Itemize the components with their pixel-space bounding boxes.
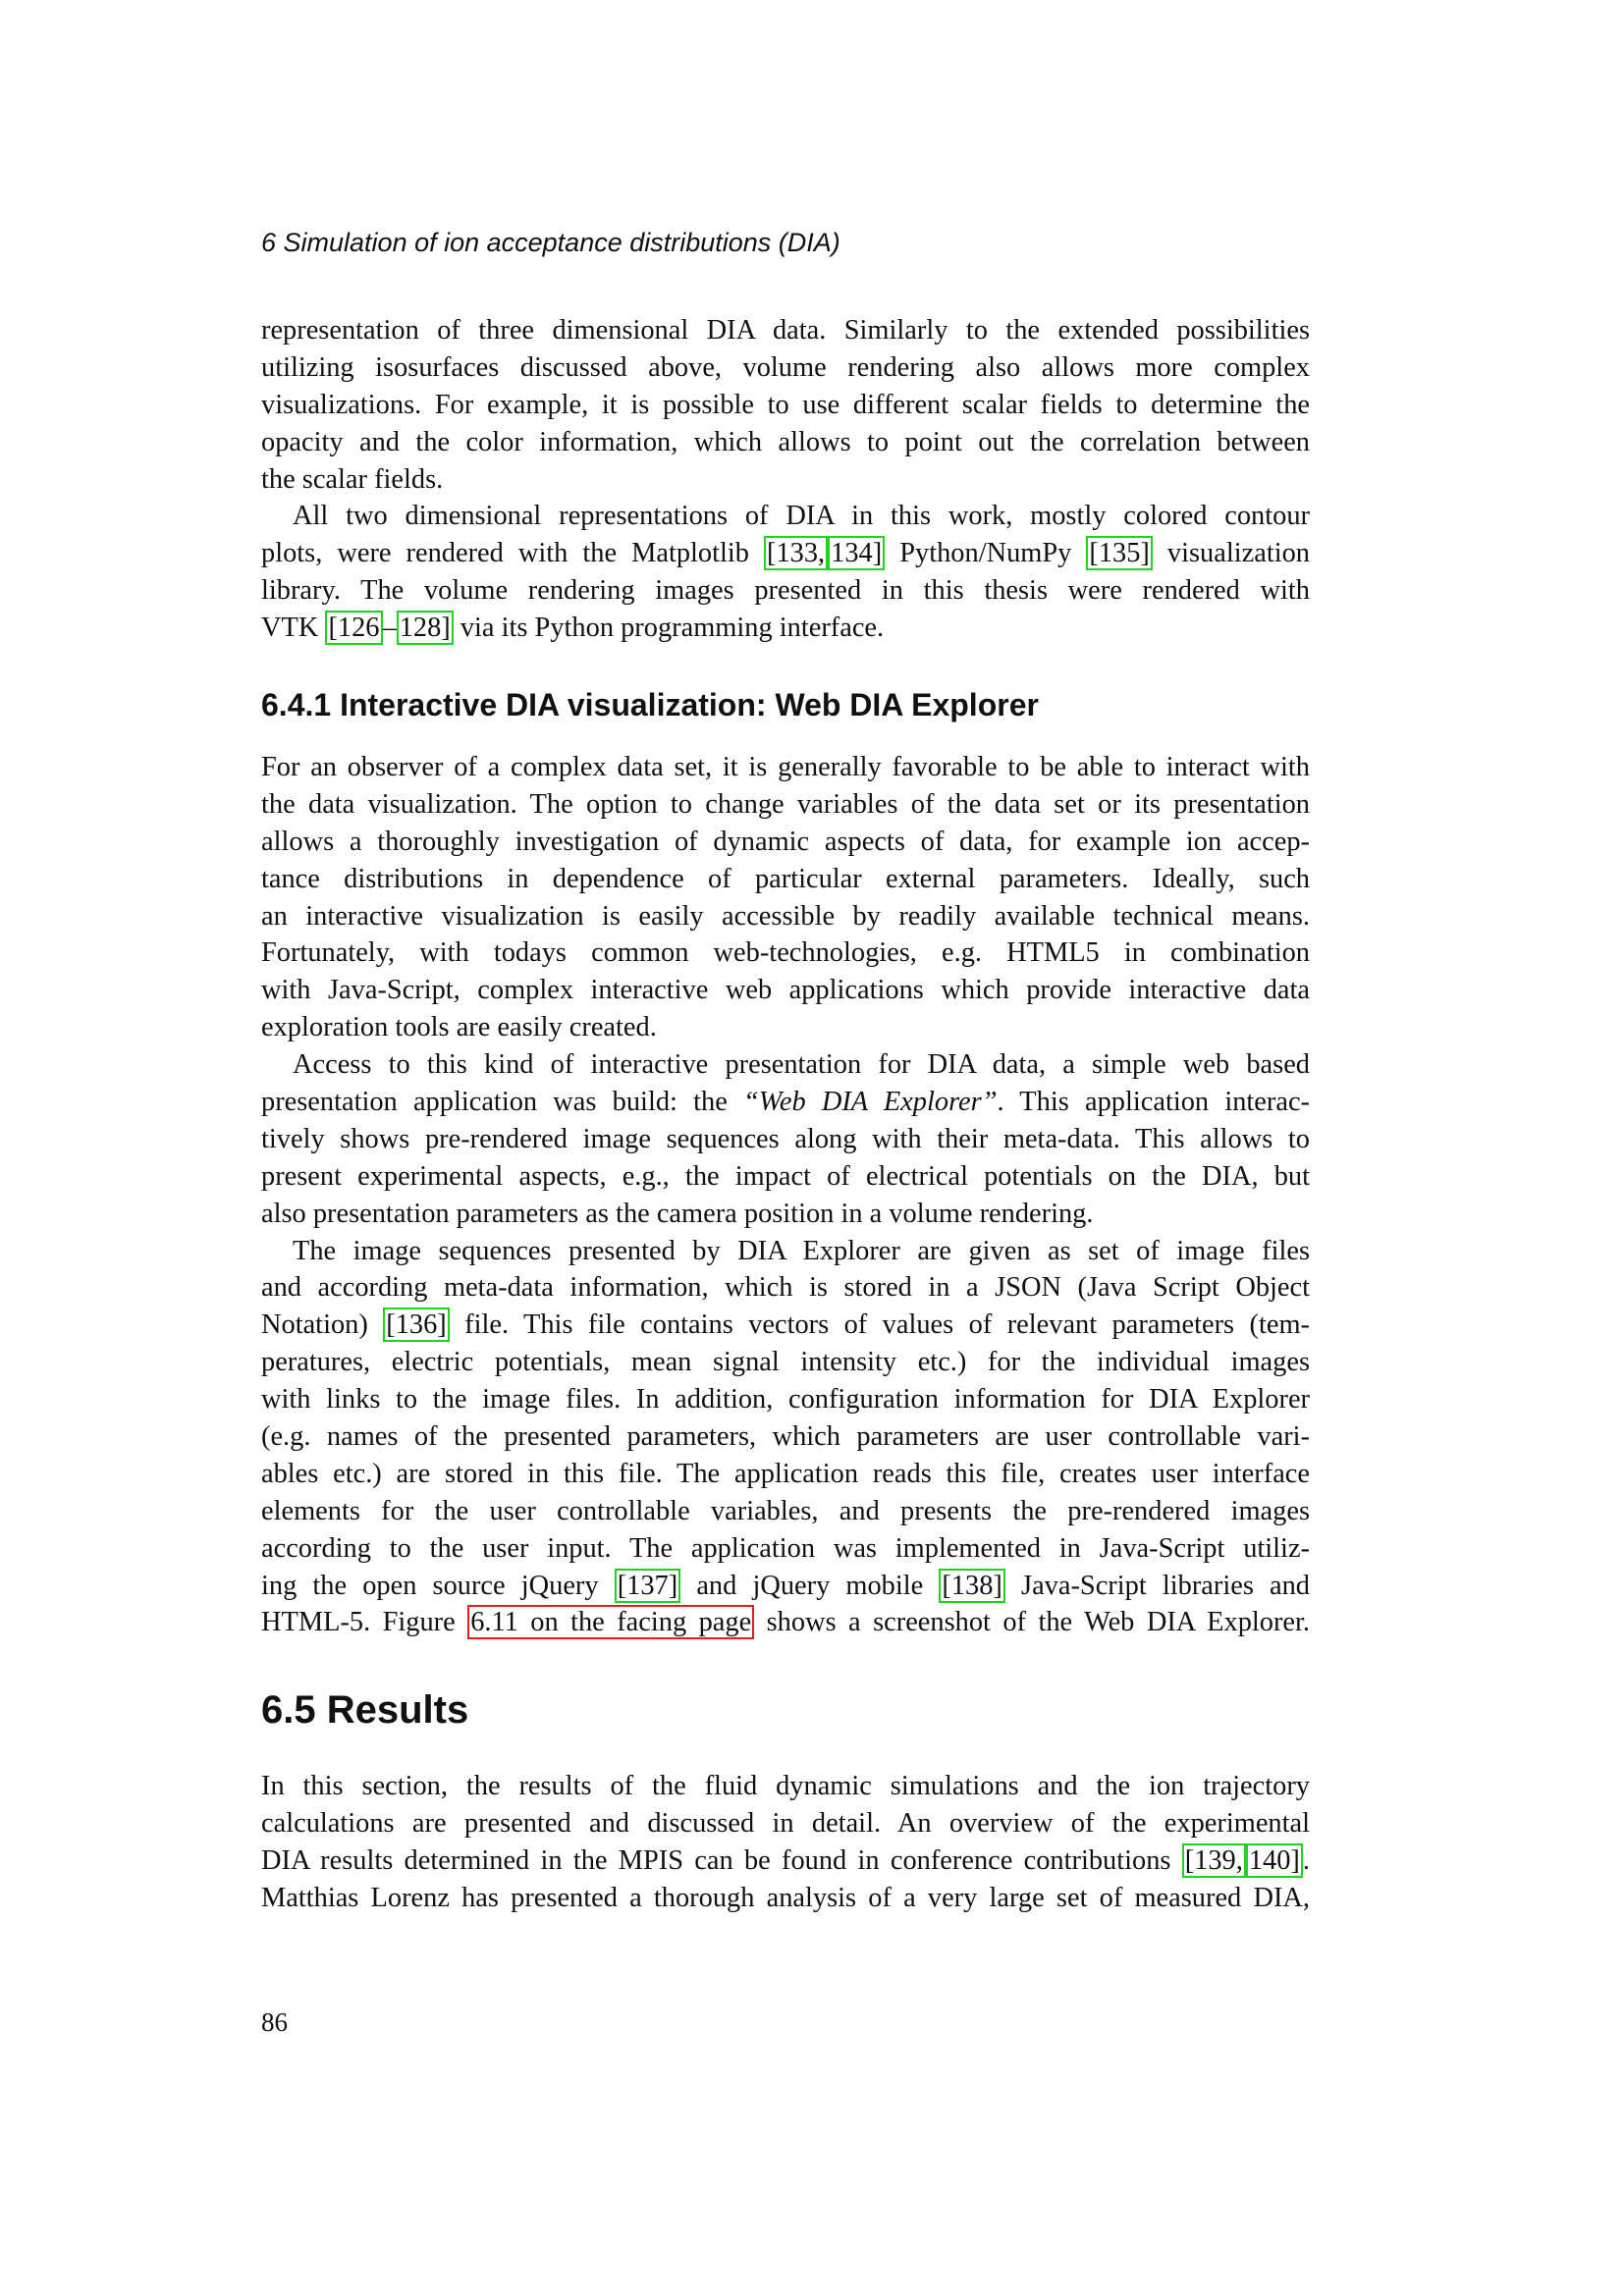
text-line — [261, 1307, 1310, 1344]
text-line: with Java-Script, complex interactive web applications which provide interactive data — [261, 975, 1310, 1006]
citation-link[interactable]: [126 — [325, 611, 382, 645]
text-span: HTML-5. Figure — [261, 1607, 468, 1638]
text-line: opacity and the color information, which allows to point out the correlation between — [261, 426, 1310, 457]
text-span: presentation application was build: the — [261, 1087, 744, 1118]
text-span: . — [1302, 1844, 1310, 1876]
text-line: the scalar fields. — [261, 463, 444, 495]
emphasis-text: “Web DIA Explorer” — [743, 1087, 998, 1118]
text-line: The image sequences presented by DIA Explorer are given as set of image files — [293, 1235, 1310, 1266]
text-line — [261, 1568, 1310, 1605]
text-line: with links to the image files. In addition, configuration information for DIA Explorer — [261, 1384, 1310, 1415]
text-line: the data visualization. The option to change variables of the data set or its presentation — [261, 788, 1310, 820]
text-span: visualization — [1152, 538, 1310, 569]
page-number: 86 — [261, 2007, 288, 2037]
text-span: Java-Script libraries and — [1004, 1570, 1310, 1601]
citation-link[interactable]: 134] — [828, 536, 885, 570]
paragraph-volume-rendering — [261, 312, 1310, 647]
text-span: shows a screenshot of the Web DIA Explorer. — [754, 1607, 1311, 1638]
text-line: Fortunately, with todays common web-technologies, e.g. HTML5 in combination — [261, 937, 1310, 969]
text-line: and according meta-data information, which is stored in a JSON (Java Script Object — [261, 1272, 1310, 1304]
text-line: exploration tools are easily created. — [261, 1012, 657, 1043]
text-line: elements for the user controllable variables, and presents the pre-rendered images — [261, 1495, 1310, 1526]
text-line: ables etc.) are stored in this file. The application reads this file, creates user interface — [261, 1458, 1310, 1489]
citation-link[interactable]: [137] — [615, 1569, 681, 1603]
text-span: Notation) — [261, 1309, 384, 1341]
figure-reference-link[interactable]: 6.11 on the facing page — [467, 1605, 754, 1639]
text-line: visualizations. For example, it is possible to use different scalar fields to determine the — [261, 389, 1310, 420]
text-line: according to the user input. The application was implemented in Java-Script utiliz- — [261, 1532, 1310, 1564]
text-line: Access to this kind of interactive presentation for DIA data, a simple web based — [293, 1049, 1310, 1081]
text-line: calculations are presented and discussed in detail. An overview of the experimental — [261, 1807, 1310, 1839]
citation-link[interactable]: 128] — [397, 611, 454, 645]
paragraph-interactive-visualization — [261, 749, 1310, 1641]
text-span: DIA results determined in the MPIS can be found in conference contributions — [261, 1844, 1182, 1876]
text-line: representation of three dimensional DIA data. Similarly to the extended possibilities — [261, 315, 1310, 346]
citation-link[interactable]: [139, — [1182, 1843, 1246, 1878]
paragraph-results-intro — [261, 1768, 1310, 1917]
text-span: – — [382, 613, 397, 644]
text-span: file. This file contains vectors of values of relevant parameters (tem- — [449, 1309, 1310, 1341]
text-line: allows a thoroughly investigation of dynamic aspects of data, for example ion accep- — [261, 826, 1310, 857]
text-span: VTK — [261, 613, 326, 644]
text-line: also presentation parameters as the camera position in a volume rendering. — [261, 1198, 1094, 1229]
text-line: (e.g. names of the presented parameters, which parameters are user controllable vari- — [261, 1421, 1310, 1453]
text-line — [261, 535, 1310, 572]
text-line — [261, 610, 1310, 647]
text-line: In this section, the results of the fluid dynamic simulations and the ion trajectory — [261, 1771, 1310, 1801]
text-line: tively shows pre-rendered image sequences along with their meta-data. This allows to — [261, 1123, 1310, 1154]
text-line: present experimental aspects, e.g., the impact of electrical potentials on the DIA, but — [261, 1160, 1310, 1192]
text-line: tance distributions in dependence of particular external parameters. Ideally, such — [261, 863, 1310, 894]
text-span: via its Python programming interface. — [453, 613, 885, 644]
text-line: All two dimensional representations of DIA in this work, mostly colored contour — [293, 501, 1310, 532]
text-line: library. The volume rendering images presented in this thesis were rendered with — [261, 575, 1310, 607]
text-line: utilizing isosurfaces discussed above, volume rendering also allows more complex — [261, 351, 1310, 383]
text-line: Matthias Lorenz has presented a thorough analysis of a very large set of measured DIA, — [261, 1882, 1310, 1913]
text-span: Python/NumPy — [885, 538, 1087, 569]
text-span: plots, were rendered with the Matplotlib — [261, 538, 765, 569]
text-span: . This application interac- — [997, 1087, 1310, 1118]
text-line: For an observer of a complex data set, it is generally favorable to be able to interact with — [261, 752, 1310, 782]
text-line: peratures, electric potentials, mean signal intensity etc.) for the individual images — [261, 1347, 1310, 1378]
citation-link[interactable]: [135] — [1086, 536, 1153, 570]
text-line — [261, 1084, 1310, 1121]
citation-link[interactable]: 140] — [1246, 1843, 1303, 1878]
text-span: ing the open source jQuery — [261, 1570, 615, 1601]
section-heading: 6.5 Results — [261, 1688, 469, 1732]
citation-link[interactable]: [138] — [939, 1569, 1005, 1603]
citation-link[interactable]: [133, — [764, 536, 828, 570]
text-span: and jQuery mobile — [680, 1570, 940, 1601]
text-line — [261, 1842, 1310, 1880]
text-line: an interactive visualization is easily accessible by readily available technical means. — [261, 900, 1310, 932]
subsection-heading: 6.4.1 Interactive DIA visualization: Web DIA Explorer — [261, 687, 1039, 722]
running-head: 6 Simulation of ion acceptance distributions (DIA) — [261, 228, 840, 257]
citation-link[interactable]: [136] — [383, 1308, 450, 1342]
text-line — [261, 1604, 1310, 1641]
